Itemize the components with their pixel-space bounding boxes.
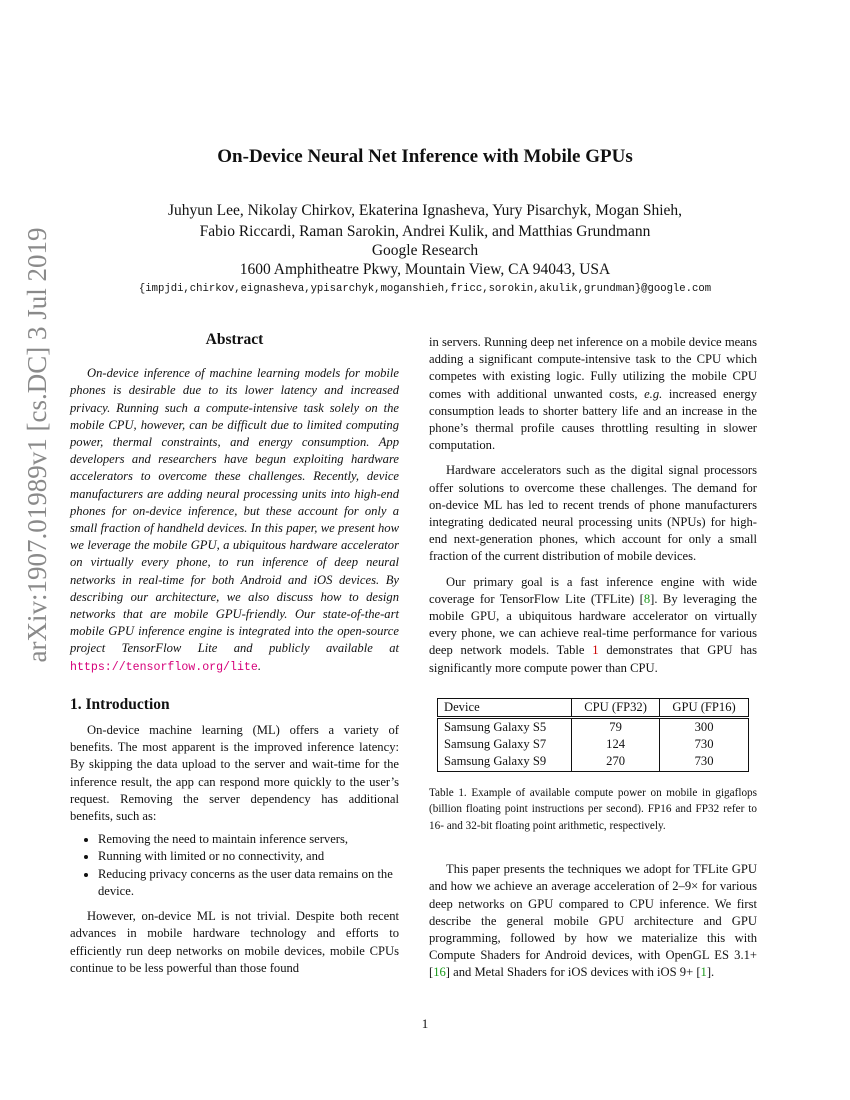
left-column [70,331,399,977]
right-paragraph-1: in servers. Running deep net inference on a mobile device means adding a significant compute-intensive task to the CPU which competes with existing logic. Fully utilizing the mobile CPU comes with additional unwanted costs, e.g. increased energy consumption leads to shorter battery life and an increase in the phone’s thermal profile causes throttling resulting in slower computation. [429,335,757,453]
authors-line-1: Juhyun Lee, Nikolay Chirkov, Ekaterina Ignasheva, Yury Pisarchyk, Mogan Shieh, [167,202,683,219]
address: 1600 Amphitheatre Pkwy, Mountain View, CA 94043, USA [239,261,611,278]
right-paragraph-4: This paper presents the techniques we adopt for TFLite GPU and how we achieve an average acceleration of 2–9× for various deep networks on GPU compared to CPU inference. We first describe the general mobile GPU architecture and GPU programming, followed by how we materialize this with Compute Shaders for Android devices, with OpenGL ES 3.1+ [16] and Metal Shaders for iOS devices with iOS 9+ [1]. [429,862,757,980]
paper-title: On-Device Neural Net Inference with Mobile GPUs [217,146,633,167]
table-caption: Table 1. Example of available compute power on mobile in gigaflops (billion floating point instructions per second). FP16 and FP32 refer to 16- and 32-bit floating point arithmetic, respectively. [429,786,757,832]
introduction-heading: 1. Introduction [70,695,170,713]
intro-paragraph-2: However, on-device ML is not trivial. Despite both recent advances in mobile hardware technology and efforts to efficiently run deep networks on mobile devices, mobile CPUs continue to be less powerful than those found [70,909,399,975]
table-cell: Samsung Galaxy S9 [438,753,572,771]
table-header: Device [438,698,572,717]
right-column [429,334,757,982]
table-cell: Samsung Galaxy S5 [438,718,572,737]
list-item: • Removing the need to maintain inference servers, [98,831,399,848]
page-number: 1 [421,1016,429,1031]
author-emails[interactable]: {impjdi,chirkov,eignasheva,ypisarchyk,moganshieh,fricc,sorokin,akulik,grundman}@google.com [138,283,712,295]
table-cell: Samsung Galaxy S7 [438,736,572,753]
table-reference-link[interactable]: 1 [592,643,599,658]
table-cell: 300 [694,720,714,735]
authors-line-2: Fabio Riccardi, Raman Sarokin, Andrei Kulik, and Matthias Grundmann [199,223,651,240]
table-header: GPU (FP16) [660,698,749,717]
affiliation: Google Research [371,242,479,259]
abstract-text: On-device inference of machine learning models for mobile phones is desirable due to its lower latency and increased privacy. Running such a compute-intensive task solely on the mobile CPU, however, can be difficult due to limited computing power, thermal constraints, and energy consumption. App developers and researchers have begun exploiting hardware accelerators to overcome these challenges. Recently, device manufacturers are adding neural processing units into high-end phones for on-device inference, but these account for only a small fraction of handheld devices. In this paper, we present how we leverage the mobile GPU, a ubiquitous hardware accelerator on virtually every phone, to run inference of deep neural networks in real-time for both Android and iOS devices. By describing our architecture, we also discuss how to design networks that are mobile GPU-friendly. Our state-of-the-art mobile GPU inference engine is integrated into the open-source project TensorFlow Lite and publicly available at https://tensorflow.org/lite. [70,366,399,674]
citation-link[interactable]: 16 [433,965,446,980]
table-header-row [438,698,749,717]
citation-link[interactable]: 8 [643,591,651,606]
abstract-heading: Abstract [205,331,264,348]
list-item: • Running with limited or no connectivity, and [98,848,399,865]
table-row [438,736,749,753]
table-cell: 270 [572,753,660,771]
table-row [438,753,749,771]
tensorflow-lite-link[interactable]: https://tensorflow.org/lite [70,660,258,674]
table-header: CPU (FP32) [572,698,660,717]
table-cell: 730 [694,754,714,769]
list-item: • Reducing privacy concerns as the user data remains on the device. [98,866,399,900]
citation-link[interactable]: 1 [700,965,707,980]
compute-power-table [437,698,749,772]
intro-paragraph-1: On-device machine learning (ML) offers a variety of benefits. The most apparent is the improved inference latency: By skipping the data upload to the server and wait-time for the inference result, the app can respond more quickly to the user’s request. Removing the server dependency has additional benefits, such as: [70,723,399,824]
table-cell: 79 [572,718,660,737]
right-paragraph-2: Hardware accelerators such as the digital signal processors offer solutions to overcome these challenges. The demand for on-device ML has led to recent trends of phone manufacturers integrating dedicated neural processing units (NPUs) for high-end next-generation phones, which account for only a small fraction of the current distribution of mobile devices. [429,463,757,564]
table-cell: 124 [572,736,660,753]
right-paragraph-3: Our primary goal is a fast inference engine with wide coverage for TensorFlow Lite (TFLite) [8]. By leveraging the mobile GPU, a ubiquitous hardware accelerator on virtually every phone, we can achieve real-time performance for various deep network models. Table 1 demonstrates that GPU has significantly more compute power than CPU. [429,574,758,675]
table-row [438,718,749,737]
benefits-list [70,831,399,900]
arxiv-stamp: arXiv:1907.01989v1 [cs.DC] 3 Jul 2019 [22,227,52,663]
table-cell: 730 [694,737,714,752]
